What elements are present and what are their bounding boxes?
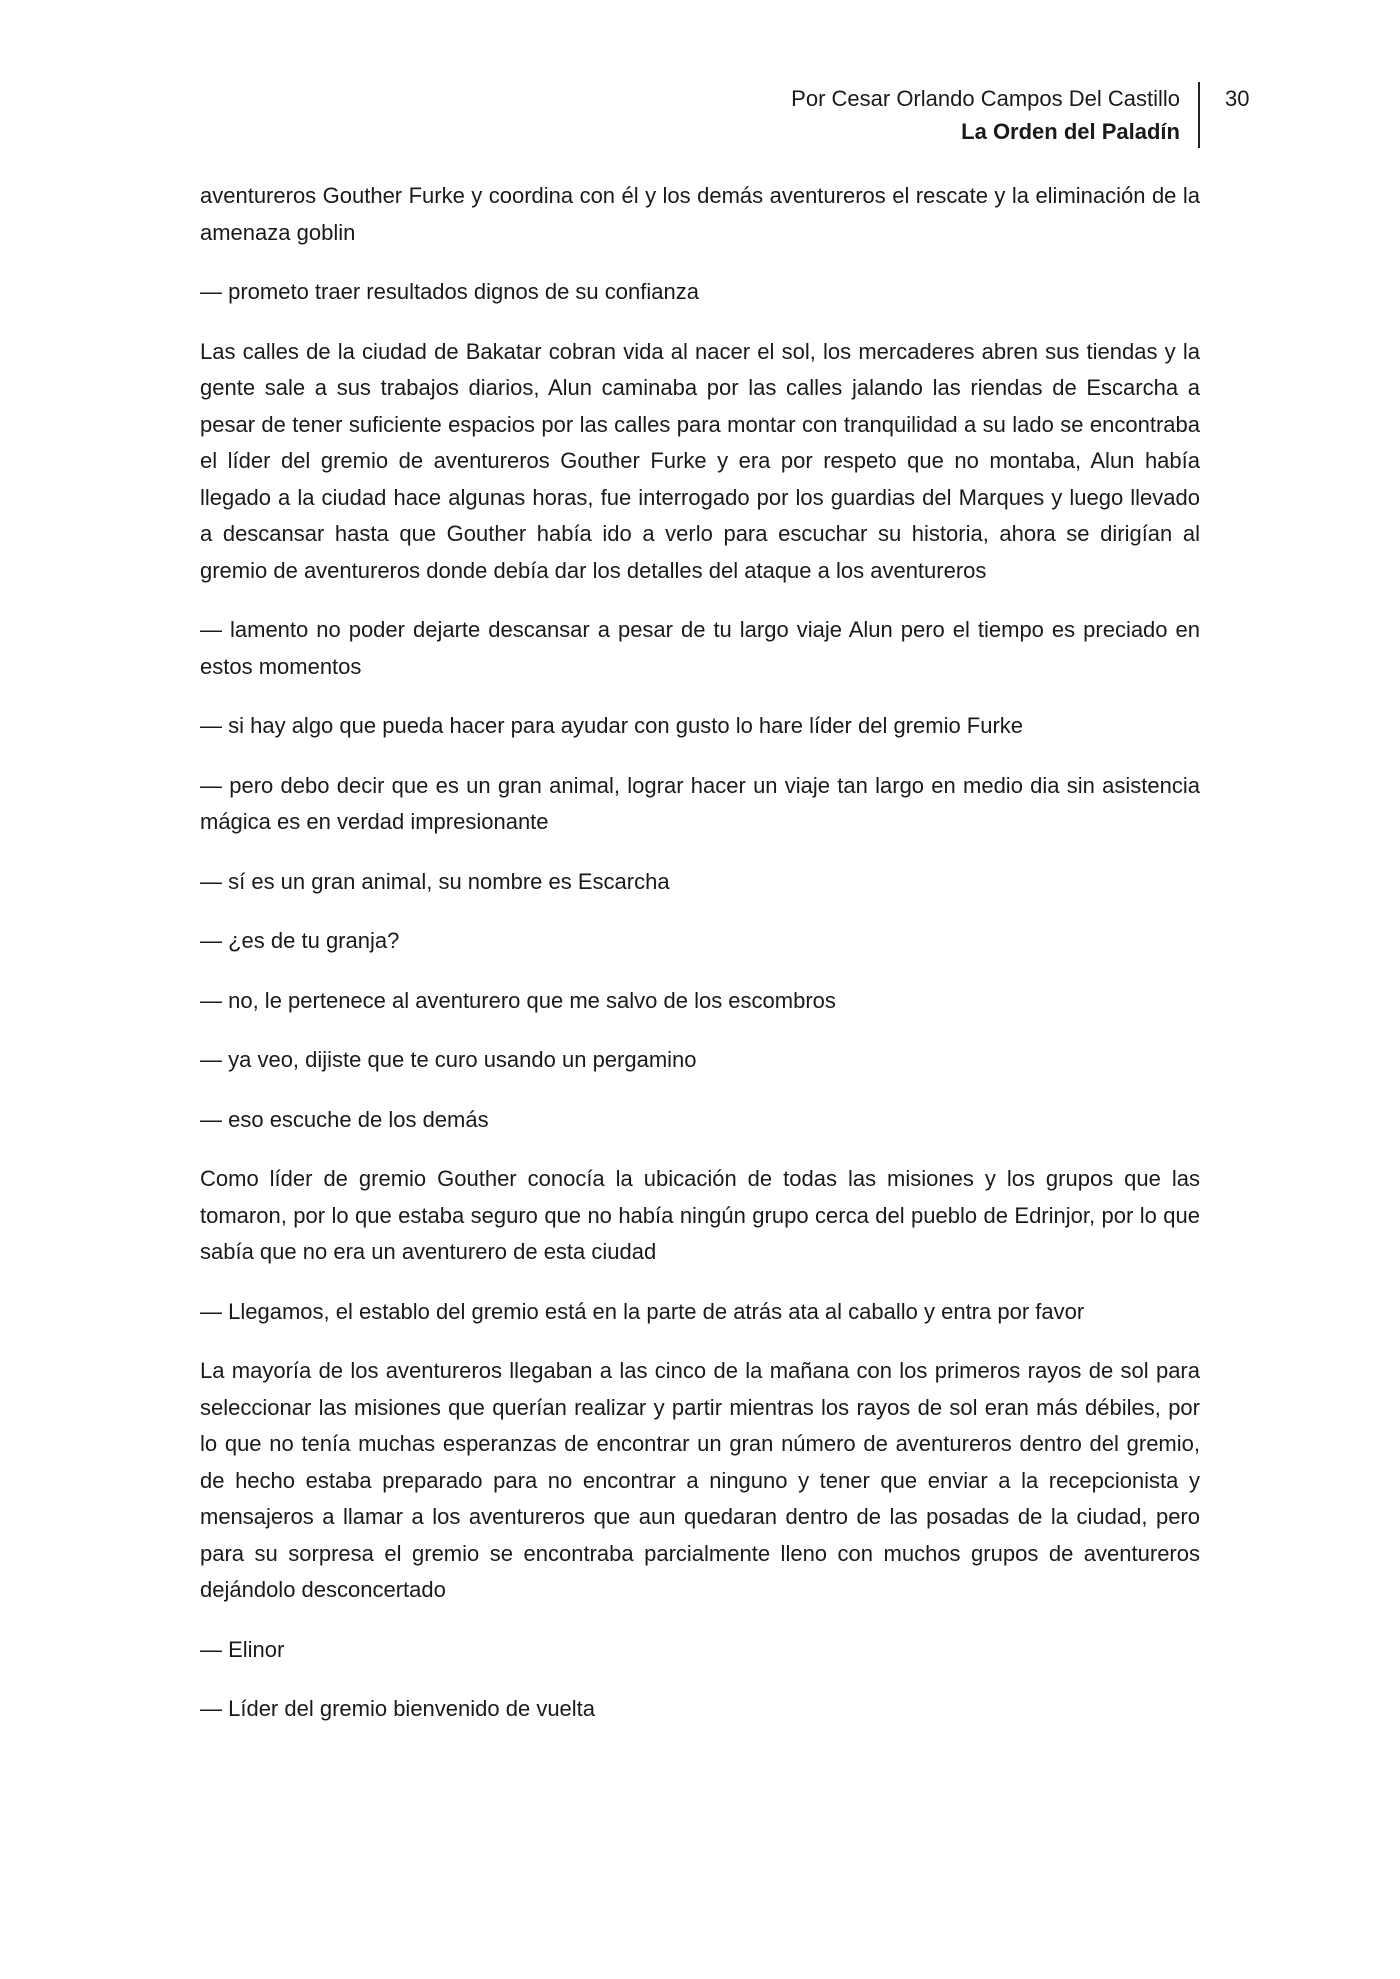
body-text xyxy=(200,178,1200,1751)
paragraph: Las calles de la ciudad de Bakatar cobran vida al nacer el sol, los mercaderes abren sus tiendas y la gente sale a sus trabajos diarios, Alun caminaba por las calles jalando las riendas de Escarcha a pesar de tener suficiente espacios por las calles para montar con tranquilidad a su lado se encontraba el líder del gremio de aventureros Gouther Furke y era por respeto que no montaba, Alun había llegado a la ciudad hace algunas horas, fue interrogado por los guardias del Marques y luego llevado a descansar hasta que Gouther había ido a verlo para escuchar su historia, ahora se dirigían al gremio de aventureros donde debía dar los detalles del ataque a los aventureros xyxy=(200,338,1200,583)
paragraph: — ya veo, dijiste que te curo usando un pergamino xyxy=(200,1047,697,1072)
paragraph: — pero debo decir que es un gran animal, lograr hacer un viaje tan largo en medio dia sin asistencia mágica es en verdad impresionante xyxy=(200,772,1200,834)
header-book-title: La Orden del Paladín xyxy=(961,119,1180,144)
header-text-block xyxy=(791,82,1180,148)
running-header xyxy=(600,82,1200,148)
paragraph: — si hay algo que pueda hacer para ayudar con gusto lo hare líder del gremio Furke xyxy=(200,713,1024,738)
paragraph: La mayoría de los aventureros llegaban a las cinco de la mañana con los primeros rayos de sol para seleccionar las misiones que querían realizar y partir mientras los rayos de sol eran más débiles, por lo que no tenía muchas esperanzas de encontrar un gran número de aventureros dentro del gremio, de hecho estaba preparado para no encontrar a ninguno y tener que enviar a la recepcionista y mensajeros a llamar a los aventureros que aun quedaran dentro de las posadas de la ciudad, pero para su sorpresa el gremio se encontraba parcialmente lleno con muchos grupos de aventureros dejándolo desconcertado xyxy=(200,1358,1200,1602)
paragraph: — prometo traer resultados dignos de su confianza xyxy=(200,279,699,304)
paragraph: aventureros Gouther Furke y coordina con él y los demás aventureros el rescate y la eliminación de la amenaza goblin xyxy=(200,183,1200,245)
paragraph: Como líder de gremio Gouther conocía la ubicación de todas las misiones y los grupos que las tomaron, por lo que estaba seguro que no había ningún grupo cerca del pueblo de Edrinjor, por lo que sabía que no era un aventurero de esta ciudad xyxy=(200,1166,1200,1264)
paragraph: — sí es un gran animal, su nombre es Escarcha xyxy=(200,868,670,894)
paragraph: — Elinor xyxy=(200,1636,285,1662)
page-number: 30 xyxy=(1225,86,1250,111)
paragraph: — Llegamos, el establo del gremio está en la parte de atrás ata al caballo y entra por favor xyxy=(200,1298,1085,1324)
paragraph: — ¿es de tu granja? xyxy=(200,928,400,953)
paragraph: — no, le pertenece al aventurero que me salvo de los escombros xyxy=(200,987,836,1013)
paragraph: — lamento no poder dejarte descansar a pesar de tu largo viaje Alun pero el tiempo es preciado en estos momentos xyxy=(200,617,1200,679)
header-author: Por Cesar Orlando Campos Del Castillo xyxy=(791,86,1180,111)
header-divider xyxy=(1198,82,1200,148)
paragraph: — Líder del gremio bienvenido de vuelta xyxy=(200,1696,596,1721)
paragraph: — eso escuche de los demás xyxy=(200,1106,489,1132)
